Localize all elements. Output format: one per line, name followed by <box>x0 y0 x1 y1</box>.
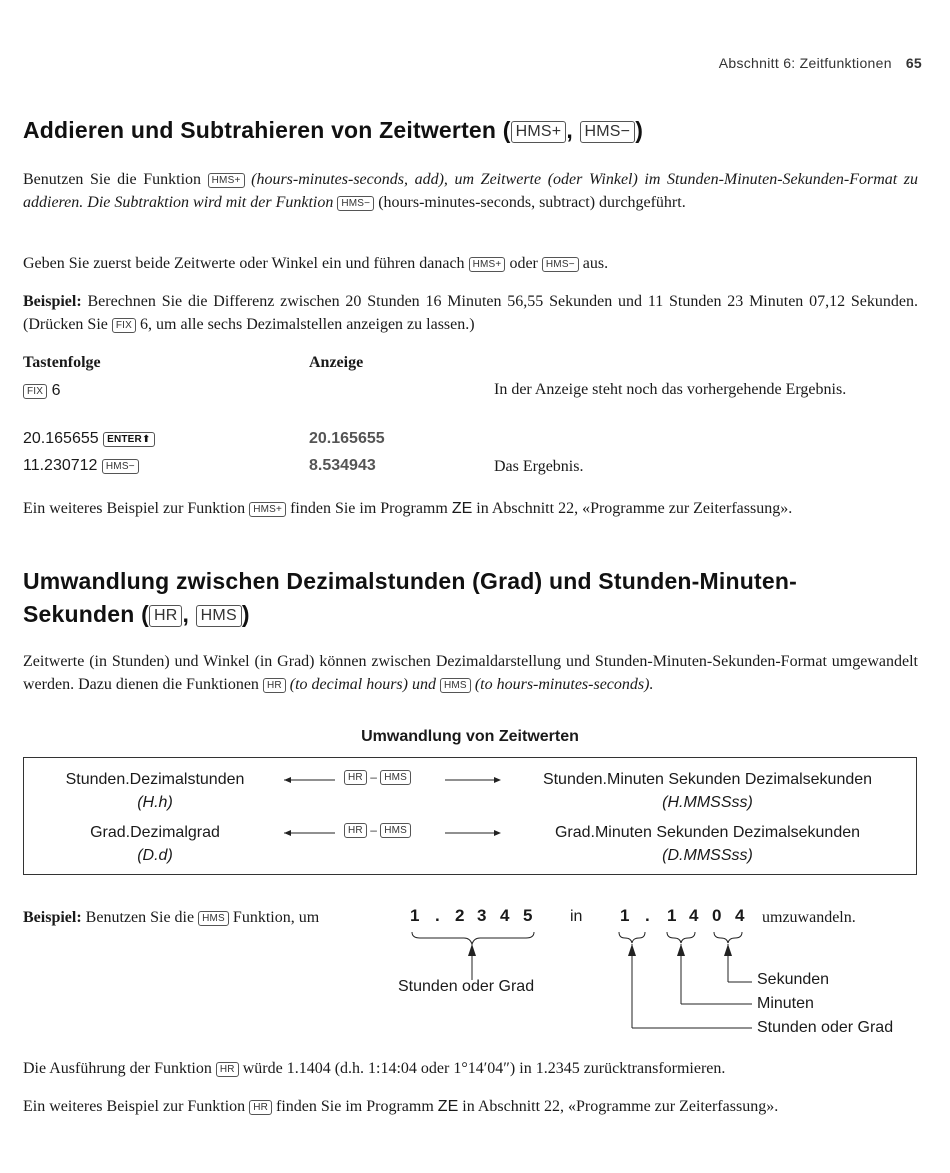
text: Die Ausführung der Funktion <box>23 1060 212 1077</box>
label-hours: Stunden oder Grad <box>757 1019 894 1036</box>
fix-key: FIX <box>112 318 136 333</box>
digit: 1 <box>620 906 630 925</box>
conversion-paragraph <box>23 650 918 696</box>
text: (to hours-minutes-seconds). <box>474 676 654 693</box>
text: Benutzen Sie die <box>85 909 195 926</box>
text: (hours-minutes-seconds, add), um Zeitwerte (oder Winkel) im Stunden-Minuten-Sekunden-Format zu addieren. Die Subtraktion wird mit der Funktion <box>23 171 919 211</box>
example-paragraph <box>23 290 918 336</box>
digit: 4 <box>735 906 745 925</box>
digit: 1 <box>410 906 420 925</box>
text: würde 1.1404 (d.h. 1:14:04 oder 1°14′04″) in 1.2345 zurücktransformieren. <box>242 1060 726 1077</box>
label-from: Stunden oder Grad <box>398 978 535 995</box>
section-1-title <box>23 114 923 147</box>
title-sep: , <box>182 601 190 627</box>
title-close: ) <box>635 117 644 143</box>
hms-minus-key: HMS− <box>337 196 374 211</box>
page-number: 65 <box>905 55 922 71</box>
column-header-display: Anzeige <box>309 354 364 371</box>
conversion-left-label: Grad.Dezimalgrad (D.d) <box>90 824 220 864</box>
digit: 1 <box>667 906 677 925</box>
text: aus. <box>582 255 609 272</box>
arrowhead-icon <box>724 944 732 956</box>
hms-key: HMS <box>380 823 411 838</box>
brace-seconds <box>714 932 742 943</box>
text: Geben Sie zuerst beide Zeitwerte oder Winkel ein und führen danach <box>23 255 465 272</box>
conversion-table-title: Umwandlung von Zeitwerten <box>361 728 579 745</box>
arrowhead-icon <box>677 944 685 956</box>
digit: 0 <box>712 906 722 925</box>
title-text: Umwandlung zwischen Dezimalstunden (Grad) und Stunden-Minuten- <box>23 568 797 594</box>
text: Berechnen Sie die Differenz zwischen 20 Stunden 16 Minuten 56,55 Sekunden und 11 Stunden 23 Minuten 07,12 Sekunden. (Drücken Sie <box>23 293 919 333</box>
section-2-title <box>23 565 928 631</box>
digit: . <box>645 906 650 925</box>
conversion-arrows: HR – HMS <box>280 821 505 845</box>
text: in Abschnitt 22, «Programme zur Zeiterfassung». <box>462 1098 779 1115</box>
conversion-right-label: Stunden.Minuten Sekunden Dezimalsekunden (H.MMSSss) <box>542 771 873 811</box>
reference-paragraph <box>23 1095 918 1118</box>
title-text: Addieren und Subtrahieren von Zeitwerten ( <box>23 117 511 143</box>
conversion-right-label: Grad.Minuten Sekunden Dezimalsekunden (D.MMSSss) <box>554 824 861 864</box>
digit: . <box>435 906 440 925</box>
hms-key: HMS <box>380 770 411 785</box>
hms-plus-key: HMS+ <box>249 502 286 517</box>
running-header <box>719 55 922 71</box>
column-header-keys: Tastenfolge <box>23 354 101 371</box>
text: oder <box>509 255 538 272</box>
digit: 3 <box>477 906 487 925</box>
table-row-keys: FIX 6 <box>23 382 61 400</box>
title-sep: , <box>566 117 573 143</box>
umzuwandeln-text: umzuwandeln. <box>762 909 856 926</box>
conversion-left-label: Stunden.Dezimalstunden (H.h) <box>65 771 245 811</box>
hms-minus-key: HMS− <box>580 121 636 143</box>
brace-hours <box>619 932 645 943</box>
fix-key: FIX <box>23 384 47 399</box>
text: (hours-minutes-seconds, subtract) durchgeführt. <box>378 194 686 211</box>
hms-plus-key: HMS+ <box>511 121 567 143</box>
hr-key: HR <box>263 678 286 693</box>
hms-key: HMS <box>440 678 471 693</box>
reverse-paragraph <box>23 1057 918 1080</box>
table-row-display: 8.534943 <box>309 457 376 474</box>
instruction-paragraph <box>23 252 918 275</box>
title-close: ) <box>241 601 250 627</box>
text: Zeitwerte (in Stunden) und Winkel (in Grad) können zwischen Dezimaldarstellung und Stunden-Minuten-Sekunden-Format umgewandelt werden. Dazu dienen die Funktionen <box>23 653 918 693</box>
label-seconds: Sekunden <box>757 971 830 988</box>
table-row-keys: 11.230712 HMS− <box>23 457 139 475</box>
section-label: Abschnitt 6: Zeitfunktionen <box>718 55 892 71</box>
hms-minus-key: HMS− <box>102 459 139 474</box>
hms-minus-key: HMS− <box>542 257 579 272</box>
arrowhead-icon <box>468 944 476 956</box>
example-2-lead <box>23 906 319 929</box>
example-label: Beispiel: <box>23 293 82 310</box>
text: in Abschnitt 22, «Programme zur Zeiterfassung». <box>476 500 793 517</box>
hms-plus-key: HMS+ <box>208 173 245 188</box>
text: Ein weiteres Beispiel zur Funktion <box>23 500 246 517</box>
text: (to decimal hours) und <box>289 676 436 693</box>
hr-key: HR <box>344 770 367 785</box>
table-row-keys: 20.165655 ENTER⬆ <box>23 430 155 448</box>
digit: 4 <box>689 906 699 925</box>
text: finden Sie im Programm <box>276 1098 434 1115</box>
text: 6, um alle sechs Dezimalstellen anzeigen zu lassen.) <box>140 316 475 333</box>
in-label: in <box>570 908 583 925</box>
text: Ein weiteres Beispiel zur Funktion <box>23 1098 246 1115</box>
digit: 5 <box>523 906 533 925</box>
hr-key: HR <box>344 823 367 838</box>
title-text: Sekunden ( <box>23 601 149 627</box>
hms-plus-key: HMS+ <box>469 257 506 272</box>
label-minutes: Minuten <box>757 995 814 1012</box>
hms-key: HMS <box>196 605 242 627</box>
section-2-heading <box>23 565 928 631</box>
text: Benutzen Sie die Funktion <box>23 171 202 188</box>
brace-minutes <box>667 932 695 943</box>
brace-from <box>412 932 534 944</box>
hr-key: HR <box>216 1062 239 1077</box>
digit: 4 <box>500 906 510 925</box>
reference-paragraph <box>23 497 918 520</box>
conversion-arrows: HR – HMS <box>280 768 505 792</box>
section-1-heading <box>23 114 923 147</box>
table-row-display: 20.165655 <box>309 430 385 447</box>
program-name: ZE <box>451 500 473 517</box>
text: finden Sie im Programm <box>290 500 448 517</box>
hr-key: HR <box>249 1100 272 1115</box>
text: Funktion, um <box>232 909 320 926</box>
table-row-note: In der Anzeige steht noch das vorhergehende Ergebnis. <box>494 381 847 398</box>
arrowhead-icon <box>628 944 636 956</box>
example-label: Beispiel: <box>23 909 82 926</box>
hms-key: HMS <box>198 911 229 926</box>
digit: 2 <box>455 906 465 925</box>
hr-key: HR <box>149 605 183 627</box>
program-name: ZE <box>437 1098 459 1115</box>
intro-paragraph <box>23 168 918 214</box>
enter-key: ENTER⬆ <box>103 432 154 447</box>
table-row-note: Das Ergebnis. <box>494 458 584 475</box>
